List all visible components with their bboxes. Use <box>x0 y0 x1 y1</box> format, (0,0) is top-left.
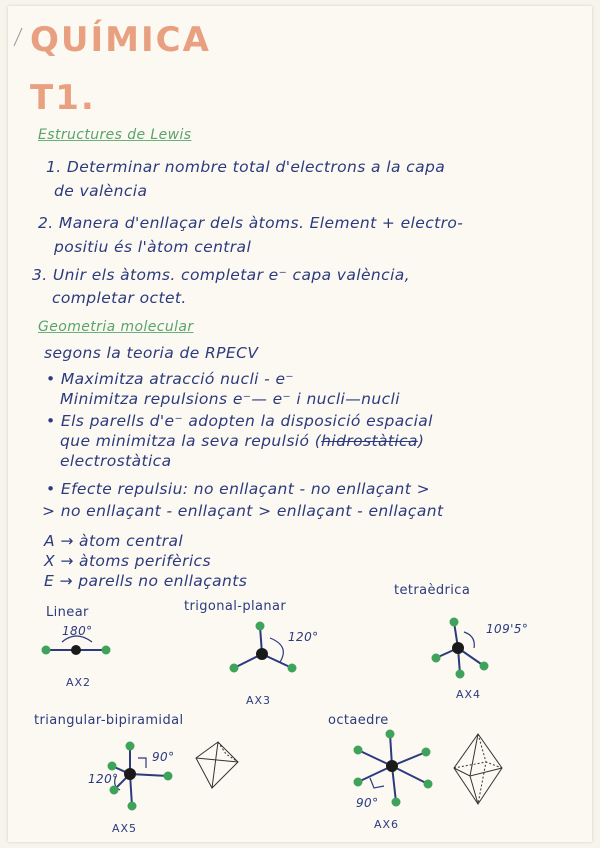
atom-peripheral <box>424 780 433 789</box>
atom-peripheral <box>42 646 51 655</box>
bullet-2-line2-b: ) <box>417 432 425 450</box>
tbp-molecule <box>108 742 173 811</box>
bullet-2-line3: electrostàtica <box>60 452 172 470</box>
atom-peripheral <box>108 762 117 771</box>
linear-angle: 180° <box>62 624 93 638</box>
angle-arc <box>464 632 474 648</box>
angle-arc <box>62 636 92 642</box>
lewis-step-2-line1: 2. Manera d'enllaçar dels àtoms. Element + electro- <box>38 214 464 232</box>
right-angle-mark <box>370 778 384 788</box>
bullet-2-line2-a: que minimitza la seva repulsió ( <box>60 432 322 450</box>
atom-peripheral <box>386 730 395 739</box>
topic-number: T1. <box>30 78 96 118</box>
trigonal-label: trigonal-planar <box>184 599 287 614</box>
struck-word: hidrostàtica <box>321 432 418 450</box>
atom-peripheral <box>288 664 297 673</box>
atom-peripheral <box>102 646 111 655</box>
octa-angle: 90° <box>356 796 379 810</box>
lewis-step-2-line2: positiu és l'àtom central <box>54 238 252 256</box>
lewis-heading: Estructures de Lewis <box>38 127 192 143</box>
geometry-intro: segons la teoria de RPECV <box>44 344 259 362</box>
bullet-2-line1: • Els parells d'e⁻ adopten la disposició espacial <box>46 412 433 430</box>
notebook-page <box>8 6 592 842</box>
tbp-angle-120: 120° <box>88 772 119 786</box>
trigonal-angle: 120° <box>288 630 319 644</box>
octahedron-sketch <box>454 734 502 804</box>
octa-formula: AX6 <box>374 818 400 831</box>
atom-peripheral <box>422 748 431 757</box>
atom-peripheral <box>456 670 465 679</box>
atom-peripheral <box>354 778 363 787</box>
linear-formula: AX2 <box>66 676 92 689</box>
atom-central <box>452 642 464 654</box>
atom-central <box>71 645 81 655</box>
atom-peripheral <box>230 664 239 673</box>
lewis-step-1-line1: 1. Determinar nombre total d'electrons a la capa <box>46 158 446 176</box>
atom-peripheral <box>392 798 401 807</box>
geometry-heading: Geometria molecular <box>38 319 194 335</box>
lewis-step-1-line2: de valència <box>54 182 148 200</box>
tetra-formula: AX4 <box>456 688 482 701</box>
molecule-drawings <box>8 6 592 842</box>
tetrahedral-molecule <box>432 618 489 679</box>
tbp-angle-90: 90° <box>152 750 175 764</box>
bullet-3-line2: > no enllaçant - enllaçant > enllaçant - enllaçant <box>42 502 444 520</box>
tbp-label: triangular-bipiramidal <box>34 713 184 728</box>
legend-a: A → àtom central <box>44 532 184 550</box>
atom-peripheral <box>354 746 363 755</box>
octahedral-molecule <box>354 730 433 807</box>
bipyramid-sketch <box>196 742 238 788</box>
legend-x: X → àtoms perifèrics <box>44 552 211 570</box>
atom-peripheral <box>256 622 265 631</box>
atom-peripheral <box>432 654 441 663</box>
lewis-step-3-line1: 3. Unir els àtoms. completar e⁻ capa valència, <box>32 266 411 284</box>
atom-peripheral <box>128 802 137 811</box>
tbp-formula: AX5 <box>112 822 138 835</box>
linear-label: Linear <box>46 605 89 620</box>
atom-central <box>256 648 268 660</box>
atom-peripheral <box>450 618 459 627</box>
page-title: QUÍMICA <box>30 20 211 60</box>
right-angle-mark <box>138 758 146 768</box>
atom-central <box>386 760 398 772</box>
legend-e: E → parells no enllaçants <box>44 572 248 590</box>
lewis-step-3-line2: completar octet. <box>52 289 187 307</box>
tetra-label: tetraèdrica <box>394 583 471 598</box>
bullet-1-line2: Minimitza repulsions e⁻— e⁻ i nucli—nucli <box>60 390 400 408</box>
trigonal-formula: AX3 <box>246 694 272 707</box>
atom-central <box>124 768 136 780</box>
atom-peripheral <box>126 742 135 751</box>
atom-peripheral <box>164 772 173 781</box>
bullet-3-line1: • Efecte repulsiu: no enllaçant - no enllaçant > <box>46 480 430 498</box>
bullet-1-line1: • Maximitza atracció nucli - e⁻ <box>46 370 295 388</box>
trigonal-molecule <box>230 622 297 673</box>
octa-label: octaedre <box>328 713 389 728</box>
atom-peripheral <box>110 786 119 795</box>
margin-mark <box>14 28 22 46</box>
linear-molecule <box>42 636 111 655</box>
bond <box>392 766 428 784</box>
atom-peripheral <box>480 662 489 671</box>
tetra-angle: 109'5° <box>486 622 529 636</box>
